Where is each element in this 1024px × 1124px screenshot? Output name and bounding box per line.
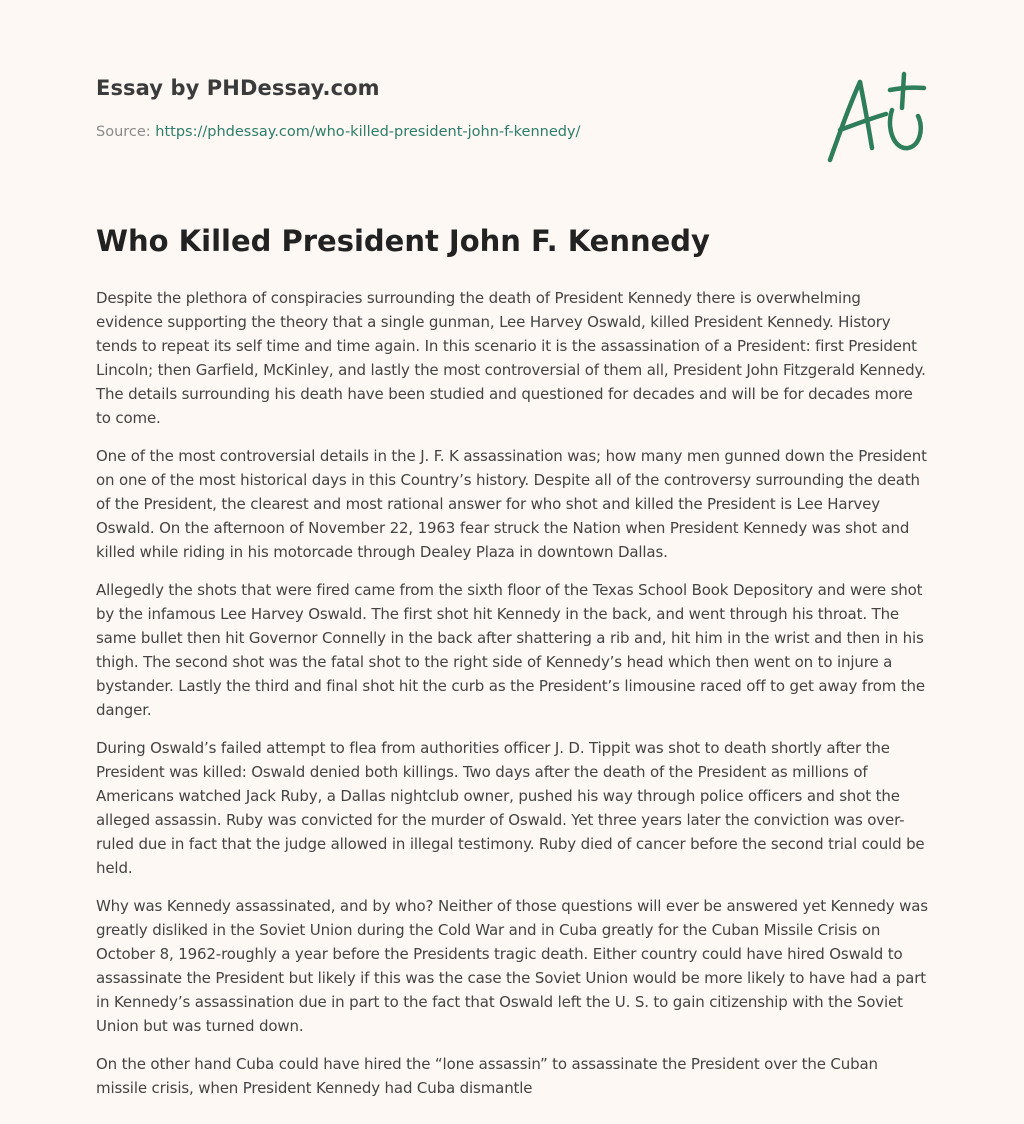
source-line bbox=[96, 124, 580, 140]
site-brand: Essay by PHDessay.com bbox=[96, 76, 380, 100]
essay-paragraph: Why was Kennedy assassinated, and by who? Neither of those questions will ever be answered yet Kennedy was greatly disliked in the Soviet Union during the Cold War and in Cuba greatly for the Cuban Missile Crisis on October 8, 1962-roughly a year before the Presidents tragic death. Either country could have hired Oswald to assassinate the President but likely if this was the case the Soviet Union would be more likely to have had a part in Kennedy’s assassination due in part to the fact that Oswald left the U. S. to gain citizenship with the Soviet Union but was turned down. bbox=[96, 897, 928, 1035]
a-plus-logo-icon bbox=[820, 68, 930, 168]
essay-paragraph: Allegedly the shots that were fired came from the sixth floor of the Texas School Book Depository and were shot by the infamous Lee Harvey Oswald. The first shot hit Kennedy in the back, and went through his throat. The same bullet then hit Governor Connelly in the back after shattering a rib and, hit him in the wrist and then in his thigh. The second shot was the fatal shot to the right side of Kennedy’s head which then went on to injure a bystander. Lastly the third and final shot hit the curb as the President’s limousine raced off to get away from the danger. bbox=[96, 581, 925, 719]
source-label: Source: bbox=[96, 124, 151, 140]
essay-title: Who Killed President John F. Kennedy bbox=[96, 224, 710, 258]
essay-paragraph: One of the most controversial details in the J. F. K assassination was; how many men gunned down the President on one of the most historical days in this Country’s history. Despite all of the controversy surrounding the death of the President, the clearest and most rational answer for who shot and killed the President is Lee Harvey Oswald. On the afternoon of November 22, 1963 fear struck the Nation when President Kennedy was shot and killed while riding in his motorcade through Dealey Plaza in downtown Dallas. bbox=[96, 447, 927, 561]
essay-body bbox=[96, 286, 928, 1114]
source-link[interactable]: https://phdessay.com/who-killed-president-john-f-kennedy/ bbox=[155, 124, 581, 140]
essay-paragraph: On the other hand Cuba could have hired the “lone assassin” to assassinate the President over the Cuban missile crisis, when President Kennedy had Cuba dismantle bbox=[96, 1055, 878, 1097]
essay-paragraph: Despite the plethora of conspiracies surrounding the death of President Kennedy there is overwhelming evidence supporting the theory that a single gunman, Lee Harvey Oswald, killed President Kennedy. History tends to repeat its self time and time again. In this scenario it is the assassination of a President: first President Lincoln; then Garfield, McKinley, and lastly the most controversial of them all, President John Fitzgerald Kennedy. The details surrounding his death have been studied and questioned for decades and will be for decades more to come. bbox=[96, 289, 926, 427]
essay-paragraph: During Oswald’s failed attempt to flea from authorities officer J. D. Tippit was shot to death shortly after the President was killed: Oswald denied both killings. Two days after the death of the President as millions of Americans watched Jack Ruby, a Dallas nightclub owner, pushed his way through police officers and shot the alleged assassin. Ruby was convicted for the murder of Oswald. Yet three years later the conviction was over-ruled due in fact that the judge allowed in illegal testimony. Ruby died of cancer before the second trial could be held. bbox=[96, 739, 925, 877]
